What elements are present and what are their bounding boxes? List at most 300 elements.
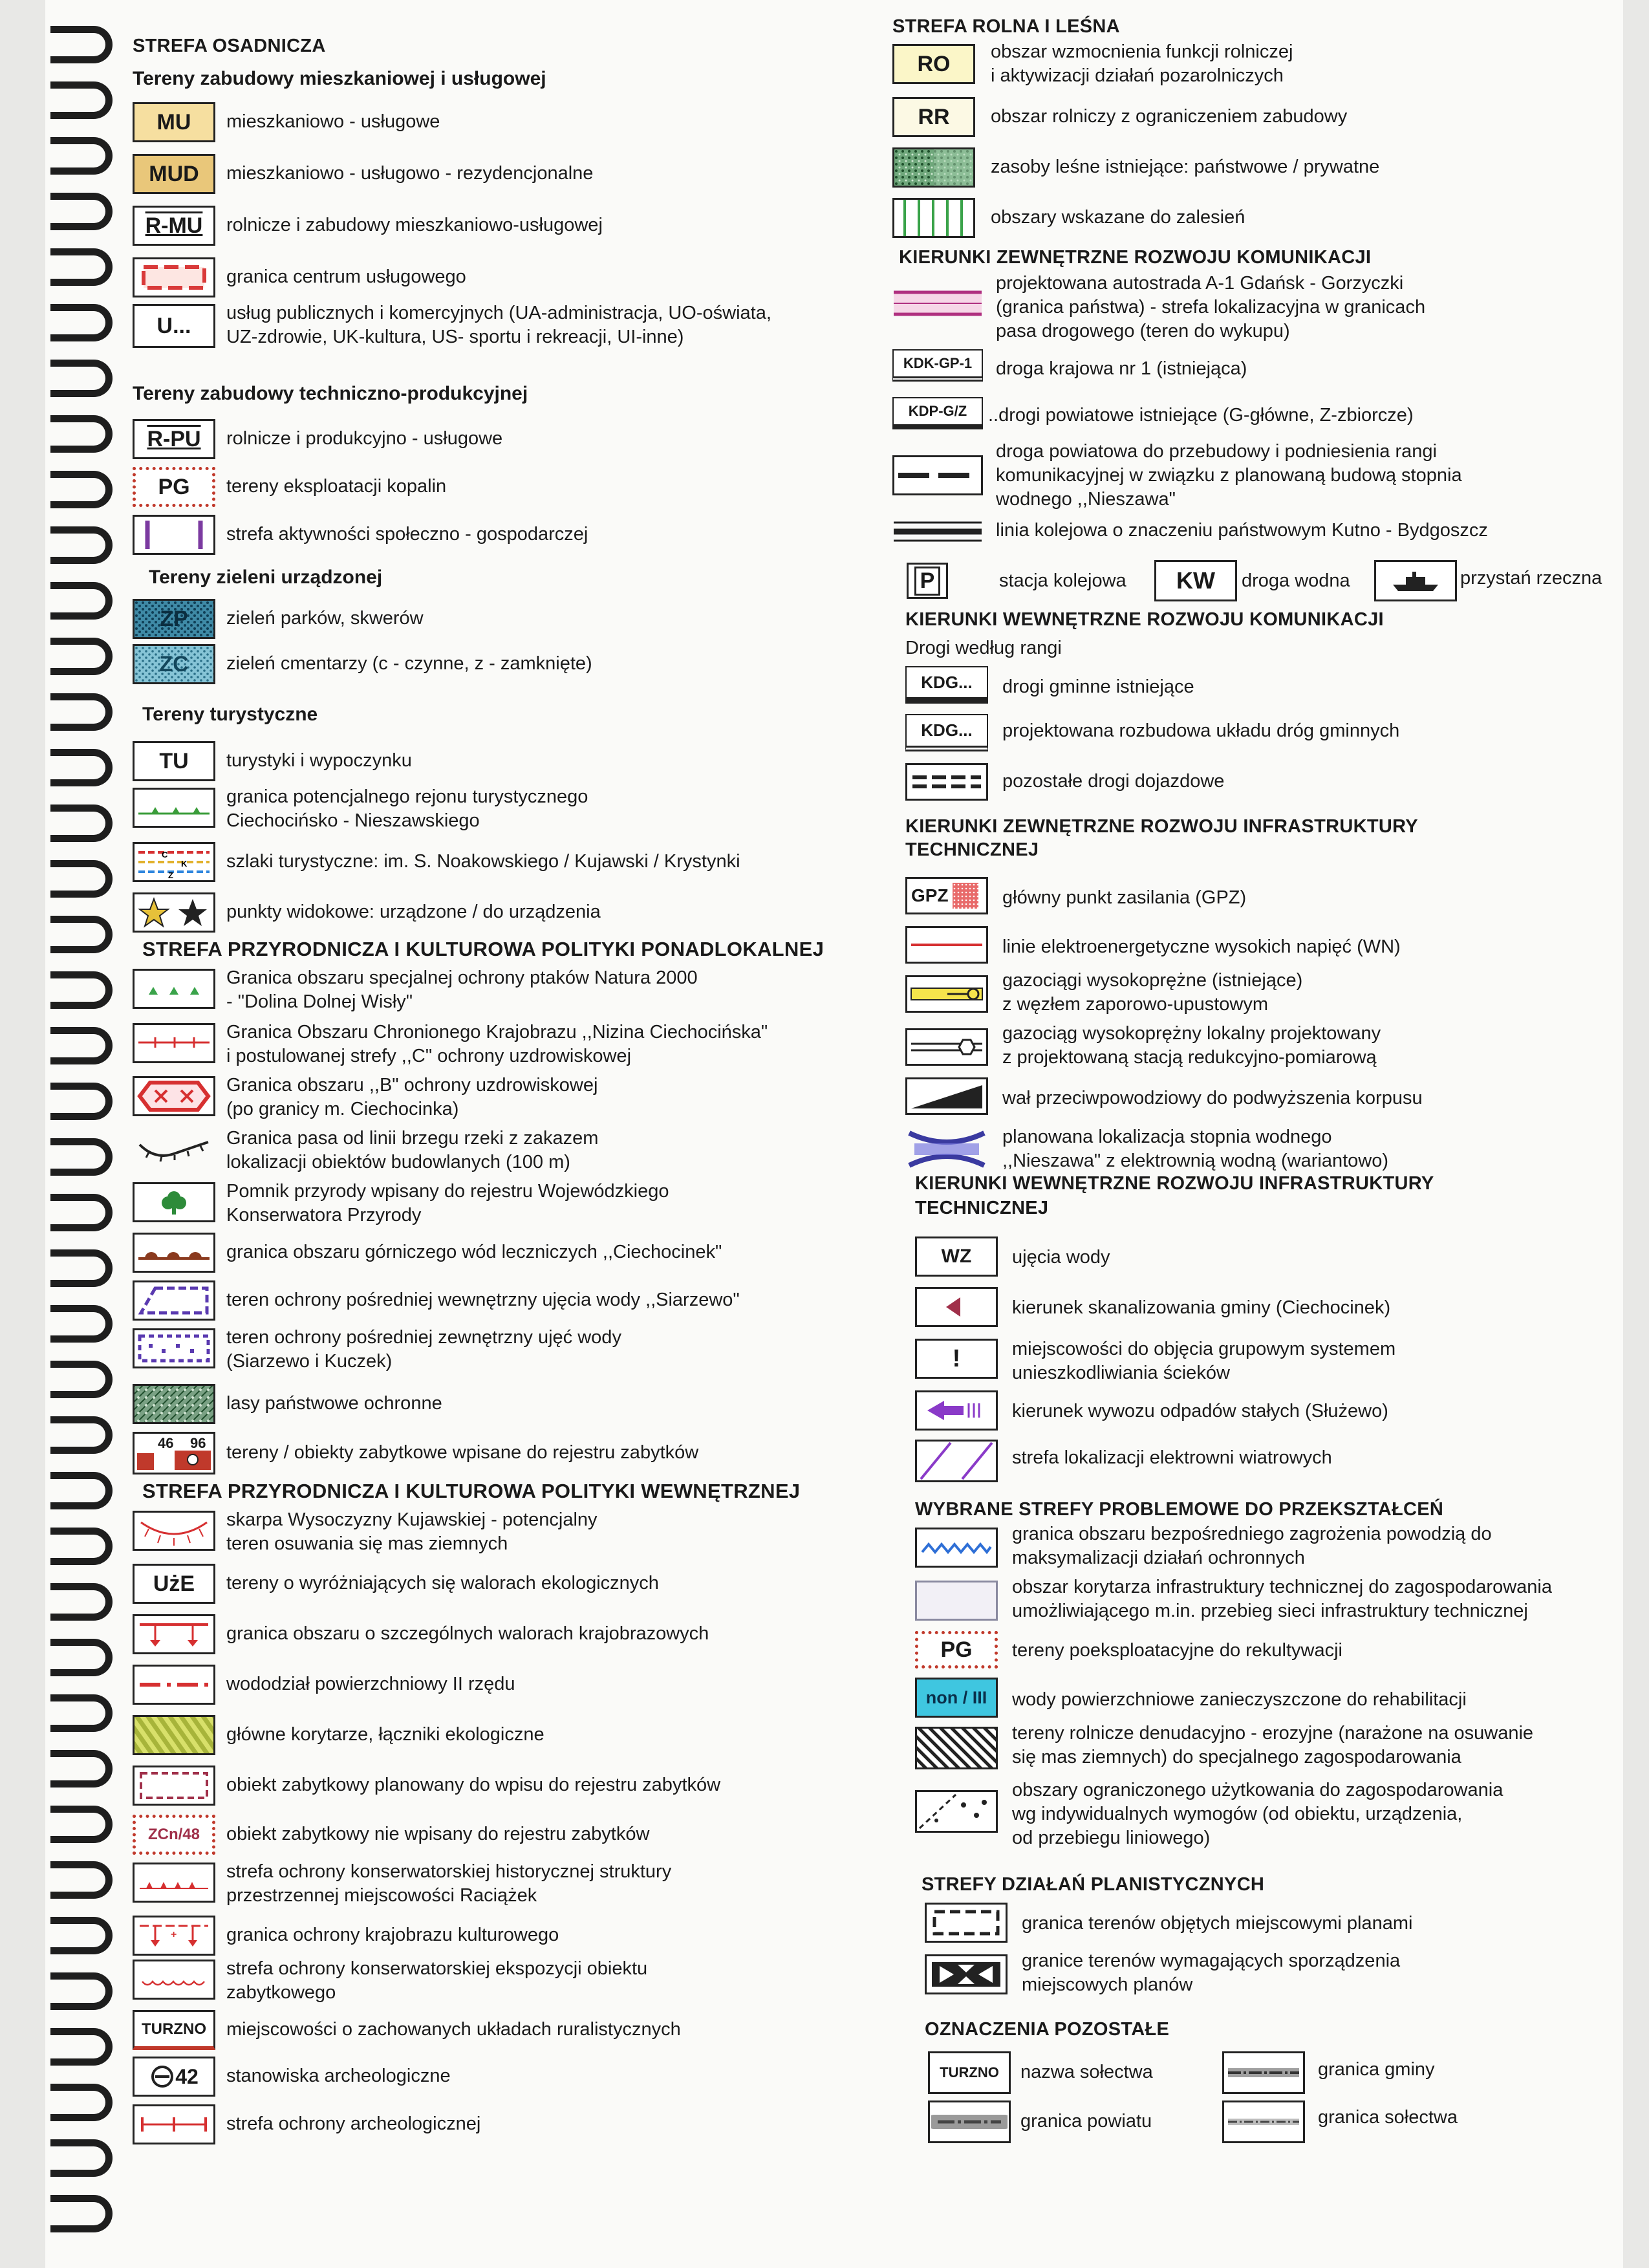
- text-raciazek-2: przestrzennej miejscowości Raciążek: [226, 1885, 537, 1906]
- legend-row-gazociagi: [892, 970, 1623, 1018]
- legend-row-rr: [892, 97, 1623, 137]
- heading-inf-zewn: KIERUNKI ZEWNĘTRZNE ROZWOJU INFRASTRUKTURY: [905, 816, 1418, 837]
- text-ograniczonego-2: wg indywidualnych wymogów (od obiektu, urządzenia,: [1012, 1804, 1463, 1824]
- legend-row-aktywnosci: [133, 515, 876, 555]
- binding-ring: [50, 1361, 113, 1398]
- binding-ring: [50, 248, 113, 286]
- binding-ring: [50, 2028, 113, 2066]
- text-powiatowa: [996, 440, 1462, 512]
- legend-row-r-pu: [133, 419, 876, 459]
- text-nazwa-solectwa: nazwa sołectwa: [1020, 2062, 1153, 2082]
- text-powiatowa-3: wodnego ,,Nieszawa": [996, 489, 1176, 510]
- binding-ring: [50, 1416, 113, 1454]
- legend-row-brzeg: [133, 1129, 876, 1177]
- text-powodz-2: maksymalizacji działań ochronnych: [1012, 1548, 1305, 1568]
- text-zcn48: obiekt zabytkowy nie wpisany do rejestru zabytków: [226, 1824, 650, 1844]
- symbol-scieki: !: [915, 1339, 998, 1379]
- heading-kom-zewn: KIERUNKI ZEWNĘTRZNE ROZWOJU KOMUNIKACJI: [899, 247, 1372, 268]
- text-natura: [226, 966, 698, 1014]
- text-krajobraz: granica obszaru o szczególnych walorach krajobrazowych: [226, 1623, 709, 1644]
- symbol-kanalizacja: [915, 1287, 998, 1327]
- binding-ring: [50, 1694, 113, 1732]
- symbol-gazociagi: [905, 975, 988, 1013]
- legend-row-lasy-ochronne: [133, 1384, 876, 1424]
- binding-ring: [50, 971, 113, 1009]
- text-pomnik-1: Pomnik przyrody wpisany do rejestru Wojewódzkiego: [226, 1181, 669, 1202]
- symbol-non3: non / III: [915, 1678, 998, 1718]
- legend-row-zp: [133, 599, 876, 639]
- binding-ring: [50, 81, 113, 119]
- text-krajobraz-kult: granica ochrony krajobrazu kulturowego: [226, 1925, 559, 1945]
- heading-planistycznych: STREFY DZIAŁAŃ PLANISTYCZNYCH: [921, 1874, 1265, 1895]
- heading-inf-wewn: KIERUNKI WEWNĘTRZNE ROZWOJU INFRASTRUKTURY: [915, 1173, 1434, 1194]
- symbol-pomnik: [133, 1182, 215, 1222]
- symbol-granica-powiatu: [928, 2101, 1011, 2143]
- tree-icon: [136, 1185, 212, 1220]
- binding-ring: [50, 1305, 113, 1343]
- right-column: [892, 0, 1623, 2268]
- text-wz: ujęcia wody: [1012, 1247, 1110, 1268]
- symbol-natura: [133, 969, 215, 1009]
- legend-row-strefa-b: [133, 1076, 876, 1124]
- legend-row-rejon-tur: [133, 788, 876, 834]
- symbol-powodz: [915, 1528, 998, 1568]
- text-skarpa-1: skarpa Wysoczyzny Kujawskiej - potencjalny: [226, 1509, 598, 1530]
- text-ro-2: i aktywizacji działań pozarolniczych: [991, 65, 1284, 86]
- symbol-granica-gminy: [1222, 2051, 1305, 2094]
- svg-text:+: +: [171, 1929, 177, 1940]
- symbol-rr: RR: [892, 97, 975, 137]
- symbol-wn: [905, 926, 988, 964]
- text-u-2: UZ-zdrowie, UK-kultura, US- sportu i rekreacji, UI-inne): [226, 327, 684, 347]
- text-raciazek-1: strefa ochrony konserwatorskiej historycznej struktury: [226, 1861, 672, 1882]
- legend-row-ekspozycji: [133, 1960, 876, 2007]
- text-ochk-1: Granica Obszaru Chronionego Krajobrazu ,,Nizina Ciechocińska": [226, 1022, 768, 1042]
- legend-row-korytarz-inf: [892, 1577, 1623, 1628]
- legend-row-szlaki: [133, 842, 876, 882]
- text-raciazek: [226, 1860, 671, 1908]
- binding-ring: [50, 193, 113, 230]
- legend-row-raciazek: [133, 1863, 876, 1910]
- text-wododzial: wododział powierzchniowy II rzędu: [226, 1674, 515, 1694]
- symbol-mu: MU: [133, 102, 215, 142]
- text-arch-strefa: strefa ochrony archeologicznej: [226, 2113, 481, 2134]
- symbol-zp-code: ZP: [160, 606, 188, 631]
- legend-row-centrum: [133, 257, 876, 297]
- binding-ring: [50, 2139, 113, 2177]
- text-gazociag-lokalny-2: z projektowaną stacją redukcyjno-pomiarową: [1002, 1047, 1377, 1068]
- text-turzno: miejscowości o zachowanych układach ruralistycznych: [226, 2019, 681, 2040]
- symbol-raciazek: [133, 1863, 215, 1903]
- text-odpady: kierunek wywozu odpadów stałych (Służewo): [1012, 1401, 1388, 1421]
- legend-row-turzno: [133, 2010, 876, 2050]
- legend-row-krajobraz: [133, 1614, 876, 1654]
- text-powiatowa-1: droga powiatowa do przebudowy i podniesienia rangi: [996, 441, 1437, 462]
- symbol-kolej: [892, 515, 983, 547]
- symbol-aktywnosci: [133, 515, 215, 555]
- sub-drogi-rangi: Drogi według rangi: [905, 638, 1062, 658]
- symbol-turzno: TURZNO: [133, 2010, 215, 2050]
- symbol-stopien: [905, 1129, 988, 1169]
- svg-text:Z: Z: [168, 870, 173, 880]
- symbol-wal: [905, 1077, 988, 1115]
- text-wal: wał przeciwpowodziowy do podwyższenia korpusu: [1002, 1088, 1423, 1108]
- text-zp: zieleń parków, skwerów: [226, 608, 424, 629]
- star-outline-icon: [140, 899, 168, 926]
- symbol-skarpa: [133, 1511, 215, 1551]
- binding-ring: [50, 304, 113, 341]
- symbol-wymagajace: [925, 1954, 1008, 1994]
- symbol-odpady: [915, 1390, 998, 1431]
- symbol-denudacyjne: [915, 1727, 998, 1769]
- legend-row-mu: [133, 102, 876, 142]
- text-droga-wodna: droga wodna: [1242, 570, 1350, 591]
- text-denudacyjne-2: się mas ziemnych) do specjalnego zagospodarowania: [1012, 1747, 1461, 1767]
- text-ochk-2: i postulowanej strefy ,,C" ochrony uzdrowiskowej: [226, 1046, 632, 1066]
- symbol-gpz-code: GPZ: [911, 885, 949, 905]
- text-autostrada: [996, 272, 1425, 343]
- legend-row-mud: [133, 154, 876, 194]
- arrow-left-icon: [918, 1394, 995, 1427]
- symbol-poeksploatacyjne: PG: [915, 1631, 998, 1669]
- legend-row-zcn48: [133, 1815, 876, 1855]
- legend-row-stacja-droga-przystan: [892, 560, 1623, 601]
- symbol-kdk: KDK-GP-1: [892, 349, 983, 382]
- legend-row-stopien: [892, 1125, 1623, 1177]
- binding-ring: [50, 2084, 113, 2121]
- svg-text:C: C: [162, 850, 168, 859]
- text-granica-powiatu: granica powiatu: [1020, 2111, 1152, 2132]
- legend-row-pomnik: [133, 1182, 876, 1230]
- text-poeksploatacyjne: tereny poeksploatacyjne do rekultywacji: [1012, 1640, 1342, 1661]
- text-pg: tereny eksploatacji kopalin: [226, 476, 447, 497]
- symbol-autostrada: [892, 283, 983, 323]
- symbol-zabytki: [133, 1432, 215, 1474]
- binding-ring: [50, 749, 113, 786]
- text-natura-1: Granica obszaru specjalnej ochrony ptaków Natura 2000: [226, 967, 698, 988]
- symbol-obiekt-planowany: [133, 1766, 215, 1806]
- legend-row-zc: [133, 644, 876, 684]
- text-ujecie-wewn: teren ochrony pośredniej wewnętrzny ujęcia wody ,,Siarzewo": [226, 1290, 740, 1310]
- text-korytarz-inf-1: obszar korytarza infrastruktury technicznej do zagospodarowania: [1012, 1577, 1552, 1597]
- legend-row-scieki: [892, 1339, 1623, 1387]
- symbol-wiatrowe: [915, 1440, 998, 1482]
- text-ochk: [226, 1021, 768, 1068]
- symbol-uze: UżE: [133, 1564, 215, 1604]
- legend-row-powiatowa: [892, 440, 1623, 511]
- symbol-u: U...: [133, 304, 215, 348]
- legend-row-pozostale-2: [892, 2101, 1623, 2144]
- text-skarpa: [226, 1508, 598, 1556]
- text-zabytki: tereny / obiekty zabytkowe wpisane do rejestru zabytków: [226, 1442, 699, 1463]
- legend-row-kdg2: [892, 714, 1623, 754]
- legend-row-gorniczy: [133, 1233, 876, 1273]
- text-ro: [991, 40, 1293, 88]
- legend-row-wiatrowe: [892, 1440, 1623, 1487]
- text-brzeg: [226, 1127, 598, 1174]
- binding-ring: [50, 582, 113, 620]
- text-rr: obszar rolniczy z ograniczeniem zabudowy: [991, 106, 1348, 127]
- text-kolej: linia kolejowa o znaczeniu państwowym Kutno - Bydgoszcz: [996, 520, 1488, 541]
- binding-ring: [50, 1472, 113, 1509]
- text-rejon-tur: [226, 785, 588, 833]
- sub-zieleni: Tereny zieleni urządzonej: [149, 567, 383, 588]
- legend-row-tu: [133, 741, 876, 781]
- heading-inf-wewn-2: TECHNICZNEJ: [915, 1198, 1049, 1218]
- binding-ring: [50, 471, 113, 508]
- text-pomnik-2: Konserwatora Przyrody: [226, 1205, 422, 1226]
- text-gazociagi-2: z węzłem zaporowo-upustowym: [1002, 994, 1268, 1015]
- legend-row-ujecie-wewn: [133, 1280, 876, 1321]
- text-ograniczonego: [1012, 1778, 1503, 1850]
- legend-row-kdg1: [892, 666, 1623, 706]
- sub-techniczno: Tereny zabudowy techniczno-produkcyjnej: [133, 383, 528, 404]
- text-denudacyjne-1: tereny rolnicze denudacyjno - erozyjne (narażone na osuwanie: [1012, 1723, 1534, 1744]
- symbol-przystan: [1374, 560, 1457, 601]
- text-stopien-2: ,,Nieszawa" z elektrownią wodną (wariantowo): [1002, 1150, 1388, 1171]
- legend-row-kdk: [892, 349, 1623, 385]
- text-tu: turystyki i wypoczynku: [226, 750, 412, 771]
- symbol-strefa-b: [133, 1076, 215, 1116]
- symbol-ujecie-wewn: [133, 1280, 215, 1321]
- text-wymagajace: [1022, 1949, 1400, 1997]
- sub-turystyczne: Tereny turystyczne: [142, 704, 318, 725]
- text-korytarz-inf: [1012, 1575, 1552, 1623]
- text-pomnik: [226, 1180, 669, 1227]
- heading-wewnetrznej: STREFA PRZYRODNICZA I KULTUROWA POLITYKI WEWNĘTRZNEJ: [142, 1480, 801, 1502]
- binding-ring: [50, 1528, 113, 1565]
- text-granica-gminy: granica gminy: [1318, 2059, 1435, 2080]
- legend-row-non3: [892, 1678, 1623, 1720]
- symbol-pg: PG: [133, 467, 215, 507]
- binding-ring: [50, 693, 113, 731]
- symbol-gazociag-lokalny: [905, 1028, 988, 1066]
- symbol-r-mu: [133, 206, 215, 246]
- heading-kom-wewn: KIERUNKI WEWNĘTRZNE ROZWOJU KOMUNIKACJI: [905, 609, 1384, 630]
- text-wymagajace-2: miejscowych planów: [1022, 1974, 1193, 1995]
- binding-ring: [50, 137, 113, 175]
- text-autostrada-1: projektowana autostrada A-1 Gdańsk - Gorzyczki: [996, 273, 1404, 294]
- legend-row-odpady: [892, 1390, 1623, 1433]
- symbol-korytarze: [133, 1715, 215, 1755]
- text-r-mu: rolnicze i zabudowy mieszkaniowo-usługowej: [226, 215, 603, 235]
- symbol-lesne: [892, 147, 975, 188]
- symbol-lasy-ochronne: [133, 1384, 215, 1424]
- symbol-ochk: [133, 1023, 215, 1063]
- symbol-ograniczonego: [915, 1790, 998, 1833]
- binding-ring: [50, 1249, 113, 1287]
- text-ograniczonego-3: od przebiegu liniowego): [1012, 1828, 1211, 1848]
- text-gazociagi: [1002, 969, 1302, 1017]
- text-scieki-1: miejscowości do objęcia grupowym systemem: [1012, 1339, 1396, 1359]
- symbol-stanowiska-num: 42: [175, 2064, 199, 2088]
- symbol-r-mu-code: R-MU: [145, 213, 203, 238]
- text-wiatrowe: strefa lokalizacji elektrowni wiatrowych: [1012, 1447, 1332, 1468]
- symbol-wz: WZ: [915, 1237, 998, 1277]
- symbol-solectwo-name: TURZNO: [928, 2051, 1011, 2094]
- text-scieki-2: unieszkodliwiania ścieków: [1012, 1363, 1230, 1383]
- star-filled-icon: [178, 899, 207, 926]
- legend-row-krajobraz-kult: [133, 1916, 876, 1956]
- text-u-1: usług publicznych i komercyjnych (UA-administracja, UO-oświata,: [226, 303, 771, 323]
- legend-row-kdp: [892, 397, 1623, 433]
- symbol-zalesien: [892, 198, 975, 238]
- text-scieki: [1012, 1337, 1396, 1385]
- binding-ring: [50, 1806, 113, 1843]
- binding-ring: [50, 805, 113, 842]
- text-denudacyjne: [1012, 1722, 1533, 1769]
- binding-ring: [50, 1194, 113, 1231]
- legend-row-kolej: [892, 515, 1623, 551]
- legend-row-denudacyjne: [892, 1723, 1623, 1775]
- text-powodz-1: granica obszaru bezpośredniego zagrożenia powodzią do: [1012, 1524, 1492, 1544]
- legend-row-uze: [133, 1564, 876, 1604]
- legend-row-wymagajace: [892, 1950, 1623, 2002]
- legend-row-zabytki: [133, 1432, 876, 1474]
- symbol-gpz: [905, 877, 988, 914]
- symbol-zp: [133, 599, 215, 639]
- legend-row-punkty-widokowe: [133, 892, 876, 933]
- legend-row-korytarze: [133, 1715, 876, 1755]
- legend-row-autostrada: [892, 272, 1623, 343]
- text-strefa-b: [226, 1074, 598, 1121]
- text-wn: linie elektroenergetyczne wysokich napięć (WN): [1002, 936, 1401, 957]
- text-przystan: przystań rzeczna: [1460, 568, 1602, 589]
- legend-row-natura: [133, 969, 876, 1017]
- binding-ring: [50, 1917, 113, 1954]
- binding-ring: [50, 526, 113, 564]
- heading-ponadlokalnej: STREFA PRZYRODNICZA I KULTUROWA POLITYKI PONADLOKALNEJ: [142, 938, 824, 960]
- text-rejon-tur-1: granica potencjalnego rejonu turystycznego: [226, 786, 588, 807]
- legend-row-obiekt-planowany: [133, 1766, 876, 1806]
- binding-ring: [50, 1138, 113, 1176]
- archaeology-circle-icon: [149, 2064, 175, 2090]
- zabytki-num1: 46: [158, 1435, 174, 1451]
- text-mud: mieszkaniowo - usługowo - rezydencjonalne: [226, 163, 594, 184]
- spiral-binding: [45, 0, 107, 2268]
- text-gorniczy: granica obszaru górniczego wód leczniczych ,,Ciechocinek": [226, 1242, 722, 1262]
- symbol-tu: TU: [133, 741, 215, 781]
- symbol-kdg1: KDG...: [905, 666, 988, 704]
- heading-inf-zewn-2: TECHNICZNEJ: [905, 839, 1039, 860]
- symbol-stacja-code: P: [914, 567, 941, 596]
- symbol-rejon-tur: [133, 788, 215, 828]
- text-brzeg-2: lokalizacji obiektów budowlanych (100 m): [226, 1152, 570, 1172]
- symbol-wododzial: [133, 1665, 215, 1705]
- symbol-arch-strefa: [133, 2104, 215, 2144]
- symbol-r-pu-code: R-PU: [147, 426, 201, 451]
- text-non3: wody powierzchniowe zanieczyszczone do rehabilitacji: [1012, 1689, 1467, 1710]
- text-rejon-tur-2: Ciechocińsko - Nieszawskiego: [226, 810, 480, 831]
- binding-ring: [50, 415, 113, 453]
- symbol-powiatowa: [892, 455, 983, 495]
- text-autostrada-2: (granica państwa) - strefa lokalizacyjna w granicach: [996, 297, 1426, 318]
- legend-row-ochk: [133, 1023, 876, 1071]
- symbol-zc-code: ZC: [159, 651, 189, 676]
- legend-row-wododzial: [133, 1665, 876, 1705]
- legend-row-lesne: [892, 147, 1623, 188]
- binding-ring: [50, 1027, 113, 1064]
- symbol-korytarz-inf: [915, 1581, 998, 1621]
- text-plany: granica terenów objętych miejscowymi planami: [1022, 1913, 1413, 1934]
- text-gazociag-lokalny-1: gazociąg wysokoprężny lokalny projektowany: [1002, 1023, 1381, 1044]
- text-obiekt-planowany: obiekt zabytkowy planowany do wpisu do rejestru zabytków: [226, 1775, 721, 1795]
- legend-row-gpz: [892, 877, 1623, 917]
- text-centrum: granica centrum usługowego: [226, 266, 466, 287]
- symbol-krajobraz: [133, 1614, 215, 1654]
- sub-zabudowy-mieszk: Tereny zabudowy mieszkaniowej i usługowej: [133, 68, 546, 89]
- legend-row-kanalizacja: [892, 1287, 1623, 1330]
- symbol-mud: MUD: [133, 154, 215, 194]
- text-stopien-1: planowana lokalizacja stopnia wodnego: [1002, 1127, 1332, 1147]
- legend-row-wal: [892, 1077, 1623, 1118]
- text-gpz: główny punkt zasilania (GPZ): [1002, 887, 1247, 908]
- symbol-kw: KW: [1154, 560, 1237, 601]
- symbol-ro: RO: [892, 44, 975, 84]
- legend-row-powodz: [892, 1524, 1623, 1575]
- binding-ring: [50, 2195, 113, 2232]
- left-column: [133, 0, 876, 2268]
- text-ograniczonego-1: obszary ograniczonego użytkowania do zagospodarowania: [1012, 1780, 1503, 1800]
- text-ekspozycji: [226, 1957, 647, 2005]
- binding-ring: [50, 860, 113, 898]
- symbol-granica-solectwa: [1222, 2101, 1305, 2143]
- binding-ring: [50, 360, 113, 397]
- binding-ring: [50, 1639, 113, 1676]
- text-powiatowa-2: komunikacyjnej w związku z planowaną budową stopnia: [996, 465, 1462, 486]
- text-uze: tereny o wyróżniających się walorach ekologicznych: [226, 1573, 659, 1593]
- binding-ring: [50, 916, 113, 953]
- binding-ring: [50, 1972, 113, 2010]
- text-korytarz-inf-2: umożliwiającego m.in. przebieg sieci infrastruktury technicznej: [1012, 1601, 1528, 1621]
- symbol-dojazdowe: [905, 763, 988, 801]
- legend-page: [45, 0, 1623, 2268]
- binding-ring: [50, 638, 113, 675]
- legend-row-stanowiska: [133, 2057, 876, 2097]
- legend-row-wz: [892, 1237, 1623, 1279]
- symbol-krajobraz-kult: [133, 1916, 215, 1956]
- arrow-left-icon: [937, 1291, 976, 1323]
- text-ujecie-zewn-2: (Siarzewo i Kuczek): [226, 1351, 393, 1372]
- binding-ring: [50, 1083, 113, 1120]
- text-r-pu: rolnicze i produkcyjno - usługowe: [226, 428, 503, 449]
- text-stopien: [1002, 1125, 1388, 1173]
- symbol-kdg2: KDG...: [905, 714, 988, 751]
- text-strefa-b-2: (po granicy m. Ciechocinka): [226, 1099, 459, 1119]
- text-brzeg-1: Granica pasa od linii brzegu rzeki z zakazem: [226, 1128, 599, 1149]
- symbol-punkty-widokowe: [133, 892, 215, 933]
- binding-ring: [50, 26, 113, 63]
- heading-rolna: STREFA ROLNA I LEŚNA: [892, 16, 1120, 37]
- text-ro-1: obszar wzmocnienia funkcji rolniczej: [991, 41, 1293, 62]
- zabytki-num2: 96: [190, 1435, 206, 1451]
- text-kdk: droga krajowa nr 1 (istniejąca): [996, 358, 1247, 379]
- text-ujecie-zewn: [226, 1326, 621, 1374]
- text-stacja: stacja kolejowa: [999, 570, 1126, 591]
- symbol-gorniczy: [133, 1233, 215, 1273]
- symbol-zc: [133, 644, 215, 684]
- text-powodz: [1012, 1522, 1492, 1570]
- legend-row-ujecie-zewn: [133, 1328, 876, 1376]
- symbol-ekspozycji: [133, 1960, 215, 2000]
- text-kdg2: projektowana rozbudowa układu dróg gminnych: [1002, 720, 1400, 741]
- text-ekspozycji-2: zabytkowego: [226, 1982, 336, 2003]
- legend-row-ograniczonego: [892, 1780, 1623, 1856]
- legend-row-pg: [133, 467, 876, 507]
- text-zc: zieleń cmentarzy (c - czynne, z - zamknięte): [226, 653, 592, 674]
- text-u: [226, 301, 771, 349]
- ship-icon: [1386, 568, 1445, 594]
